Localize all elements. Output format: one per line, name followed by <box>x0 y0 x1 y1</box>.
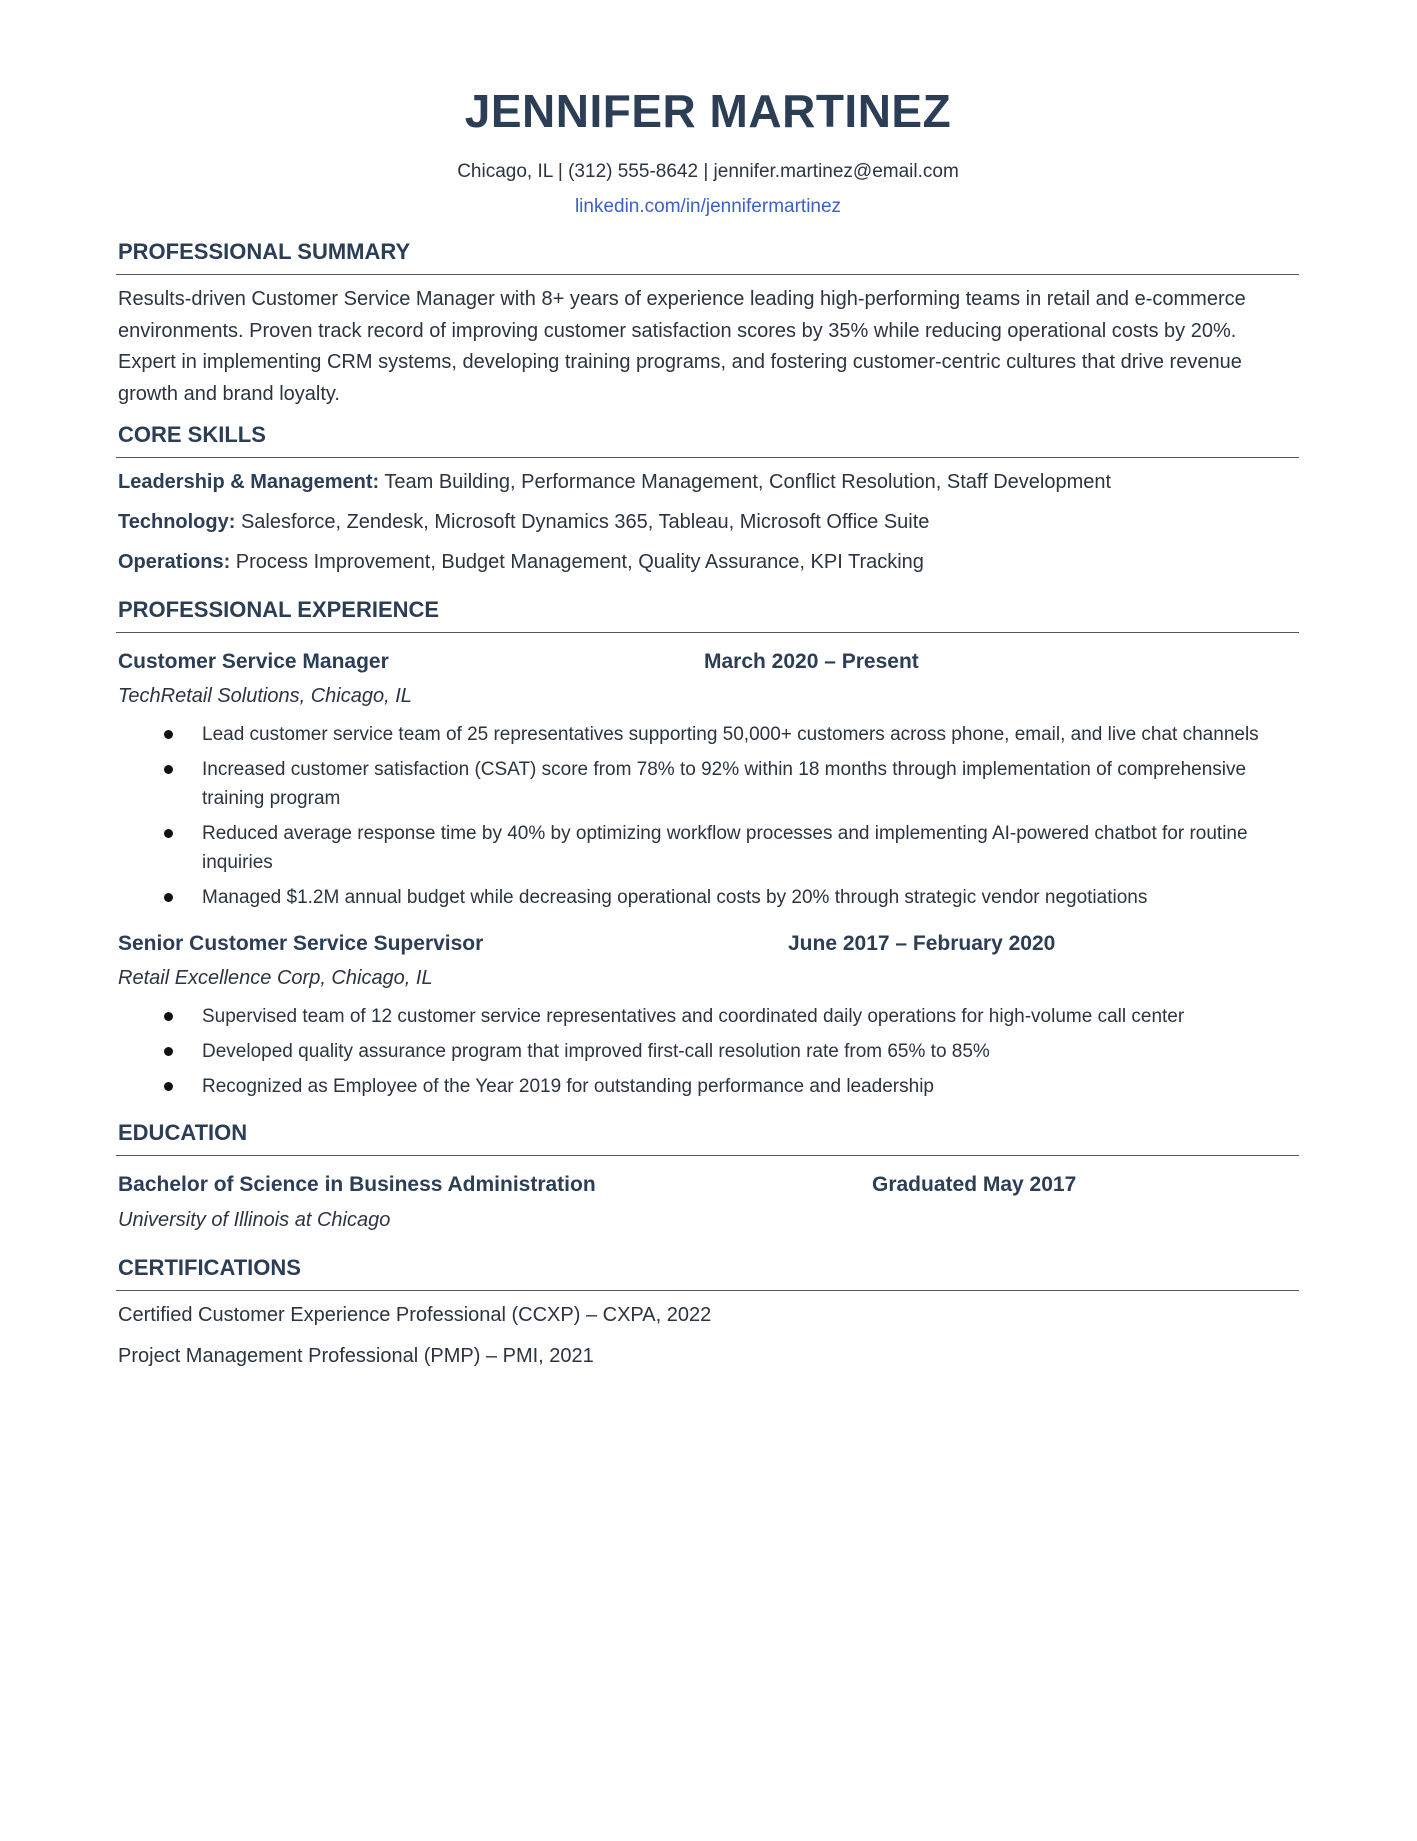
school-name: University of Illinois at Chicago <box>118 1209 391 1231</box>
job-dates: March 2020 – Present <box>704 650 919 673</box>
job-bullets <box>118 1002 1298 1107</box>
summary-heading: PROFESSIONAL SUMMARY <box>118 239 411 264</box>
skill-value: Salesforce, Zendesk, Microsoft Dynamics 365, Tableau, Microsoft Office Suite <box>235 511 930 533</box>
skill-line <box>118 467 1111 497</box>
bullet-text: Supervised team of 12 customer service representatives and coordinated daily operations for high-volume call center <box>202 1006 1185 1027</box>
bullet-text: Reduced average response time by 40% by optimizing workflow processes and implementing AI-powered chatbot for routine inquiries <box>202 823 1248 873</box>
section-divider <box>116 274 1299 275</box>
bullet-text: Managed $1.2M annual budget while decreasing operational costs by 20% through strategic vendor negotiations <box>202 887 1148 908</box>
bullet-icon <box>164 893 173 902</box>
company-name: Retail Excellence Corp, Chicago, IL <box>118 967 433 989</box>
company-name: TechRetail Solutions, Chicago, IL <box>118 685 412 707</box>
bullet-item <box>118 755 1298 813</box>
bullet-icon <box>164 730 173 739</box>
skill-line <box>118 547 924 577</box>
certification-item: Project Management Professional (PMP) – PMI, 2021 <box>118 1345 594 1367</box>
bullet-item <box>118 1002 1298 1031</box>
job-bullets <box>118 720 1298 918</box>
bullet-icon <box>164 1082 173 1091</box>
section-divider <box>116 1290 1299 1291</box>
bullet-icon <box>164 765 173 774</box>
skill-label: Operations: <box>118 551 231 573</box>
skill-value: Process Improvement, Budget Management, Quality Assurance, KPI Tracking <box>230 551 924 573</box>
certification-item: Certified Customer Experience Professional (CCXP) – CXPA, 2022 <box>118 1304 712 1326</box>
job-title: Senior Customer Service Supervisor <box>118 932 484 955</box>
degree-title: Bachelor of Science in Business Administration <box>118 1173 596 1196</box>
graduation-date: Graduated May 2017 <box>872 1173 1077 1196</box>
bullet-text: Developed quality assurance program that improved first-call resolution rate from 65% to 85% <box>202 1041 990 1062</box>
certifications-heading: CERTIFICATIONS <box>118 1255 301 1280</box>
bullet-icon <box>164 1012 173 1021</box>
job-title: Customer Service Manager <box>118 650 389 673</box>
job-dates: June 2017 – February 2020 <box>788 932 1056 955</box>
bullet-icon <box>164 1047 173 1056</box>
experience-heading: PROFESSIONAL EXPERIENCE <box>118 597 440 622</box>
bullet-item <box>118 1072 1298 1101</box>
bullet-item <box>118 1037 1298 1066</box>
summary-text: Results-driven Customer Service Manager with 8+ years of experience leading high-performing teams in retail and e-commerce environments. Proven track record of improving customer satisfaction scores by 35% while reducing operational costs by 20%. Expert in implementing CRM systems, developing training programs, and fostering customer-centric cultures that drive revenue growth and brand loyalty. <box>118 288 1246 405</box>
bullet-text: Increased customer satisfaction (CSAT) score from 78% to 92% within 18 months through implementation of comprehensive training program <box>202 759 1247 809</box>
bullet-item <box>118 720 1298 749</box>
bullet-icon <box>164 829 173 838</box>
bullet-item <box>118 883 1298 912</box>
contact-line: Chicago, IL | (312) 555-8642 | jennifer.martinez@email.com <box>457 161 959 182</box>
skill-value: Team Building, Performance Management, Conflict Resolution, Staff Development <box>379 471 1112 493</box>
education-heading: EDUCATION <box>118 1120 248 1145</box>
candidate-name: JENNIFER MARTINEZ <box>464 85 952 137</box>
section-divider <box>116 632 1299 633</box>
linkedin-link[interactable]: linkedin.com/in/jennifermartinez <box>574 196 842 217</box>
section-divider <box>116 1155 1299 1156</box>
bullet-text: Lead customer service team of 25 representatives supporting 50,000+ customers across phone, email, and live chat channels <box>202 724 1259 745</box>
skill-line <box>118 507 929 537</box>
section-divider <box>116 457 1299 458</box>
skills-heading: CORE SKILLS <box>118 422 266 447</box>
skill-label: Technology: <box>118 511 236 533</box>
bullet-text: Recognized as Employee of the Year 2019 for outstanding performance and leadership <box>202 1076 934 1097</box>
skill-label: Leadership & Management: <box>118 471 380 493</box>
bullet-item <box>118 819 1298 877</box>
